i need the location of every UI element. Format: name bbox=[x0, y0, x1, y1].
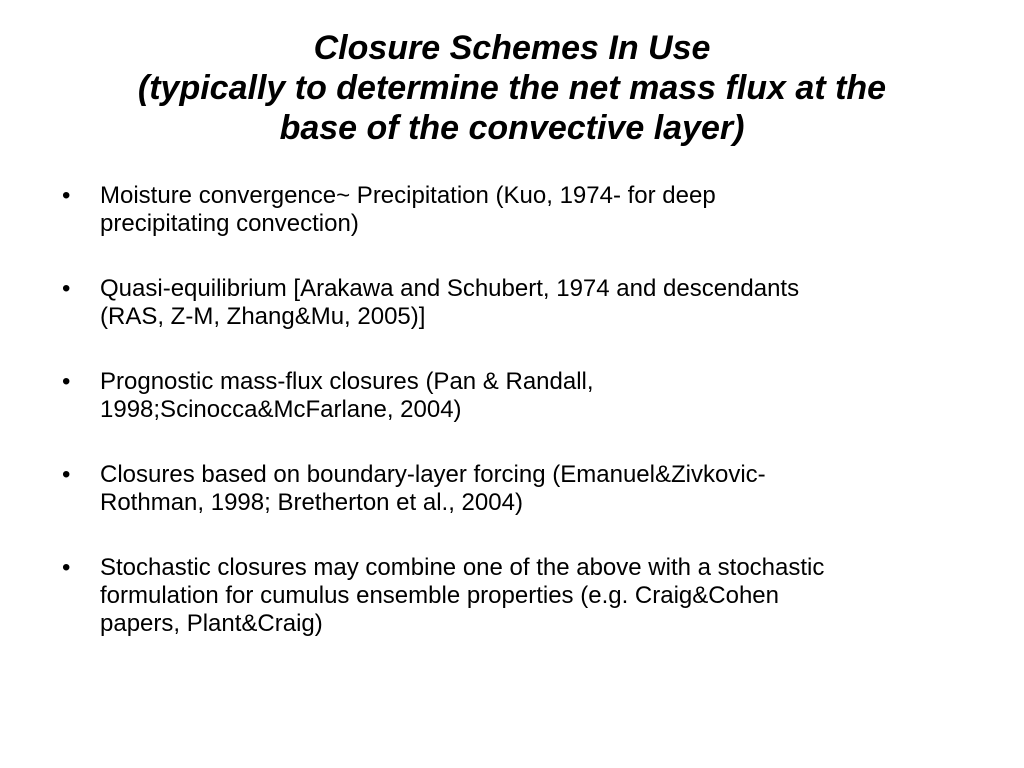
bullet-text-line: formulation for cumulus ensemble properties (e.g. Craig&Cohen bbox=[100, 582, 779, 609]
bullet-text-line: Prognostic mass-flux closures (Pan & Randall, bbox=[100, 368, 594, 395]
bullet-text-line: precipitating convection) bbox=[100, 210, 359, 237]
slide-title bbox=[40, 28, 984, 148]
title-line-1: Closure Schemes In Use bbox=[313, 29, 711, 67]
bullet-text-line: Closures based on boundary-layer forcing (Emanuel&Zivkovic- bbox=[100, 461, 766, 488]
bullet-item-boundary-layer bbox=[62, 461, 972, 517]
bullet-text-line: (RAS, Z-M, Zhang&Mu, 2005)] bbox=[100, 303, 426, 330]
bullet-item-kuo bbox=[62, 182, 972, 238]
bullet-text-line: Stochastic closures may combine one of the above with a stochastic bbox=[100, 554, 825, 581]
bullet-marker: • bbox=[62, 461, 71, 488]
bullet-text-line: Quasi-equilibrium [Arakawa and Schubert, 1974 and descendants bbox=[100, 275, 800, 302]
bullet-text-line: Moisture convergence~ Precipitation (Kuo, 1974- for deep bbox=[100, 182, 716, 209]
bullet-text-line: papers, Plant&Craig) bbox=[100, 610, 323, 637]
bullet-text-line: Rothman, 1998; Bretherton et al., 2004) bbox=[100, 489, 523, 516]
bullet-item-quasi-equilibrium bbox=[62, 275, 972, 331]
bullet-text-line: 1998;Scinocca&McFarlane, 2004) bbox=[100, 396, 462, 423]
bullet-list bbox=[62, 182, 972, 675]
bullet-marker: • bbox=[62, 182, 71, 209]
bullet-marker: • bbox=[62, 554, 71, 581]
bullet-item-prognostic bbox=[62, 368, 972, 424]
bullet-marker: • bbox=[62, 275, 71, 302]
bullet-marker: • bbox=[62, 368, 71, 395]
title-line-3: base of the convective layer) bbox=[279, 109, 745, 147]
bullet-item-stochastic bbox=[62, 554, 972, 638]
title-line-2: (typically to determine the net mass flux at the bbox=[137, 69, 887, 107]
